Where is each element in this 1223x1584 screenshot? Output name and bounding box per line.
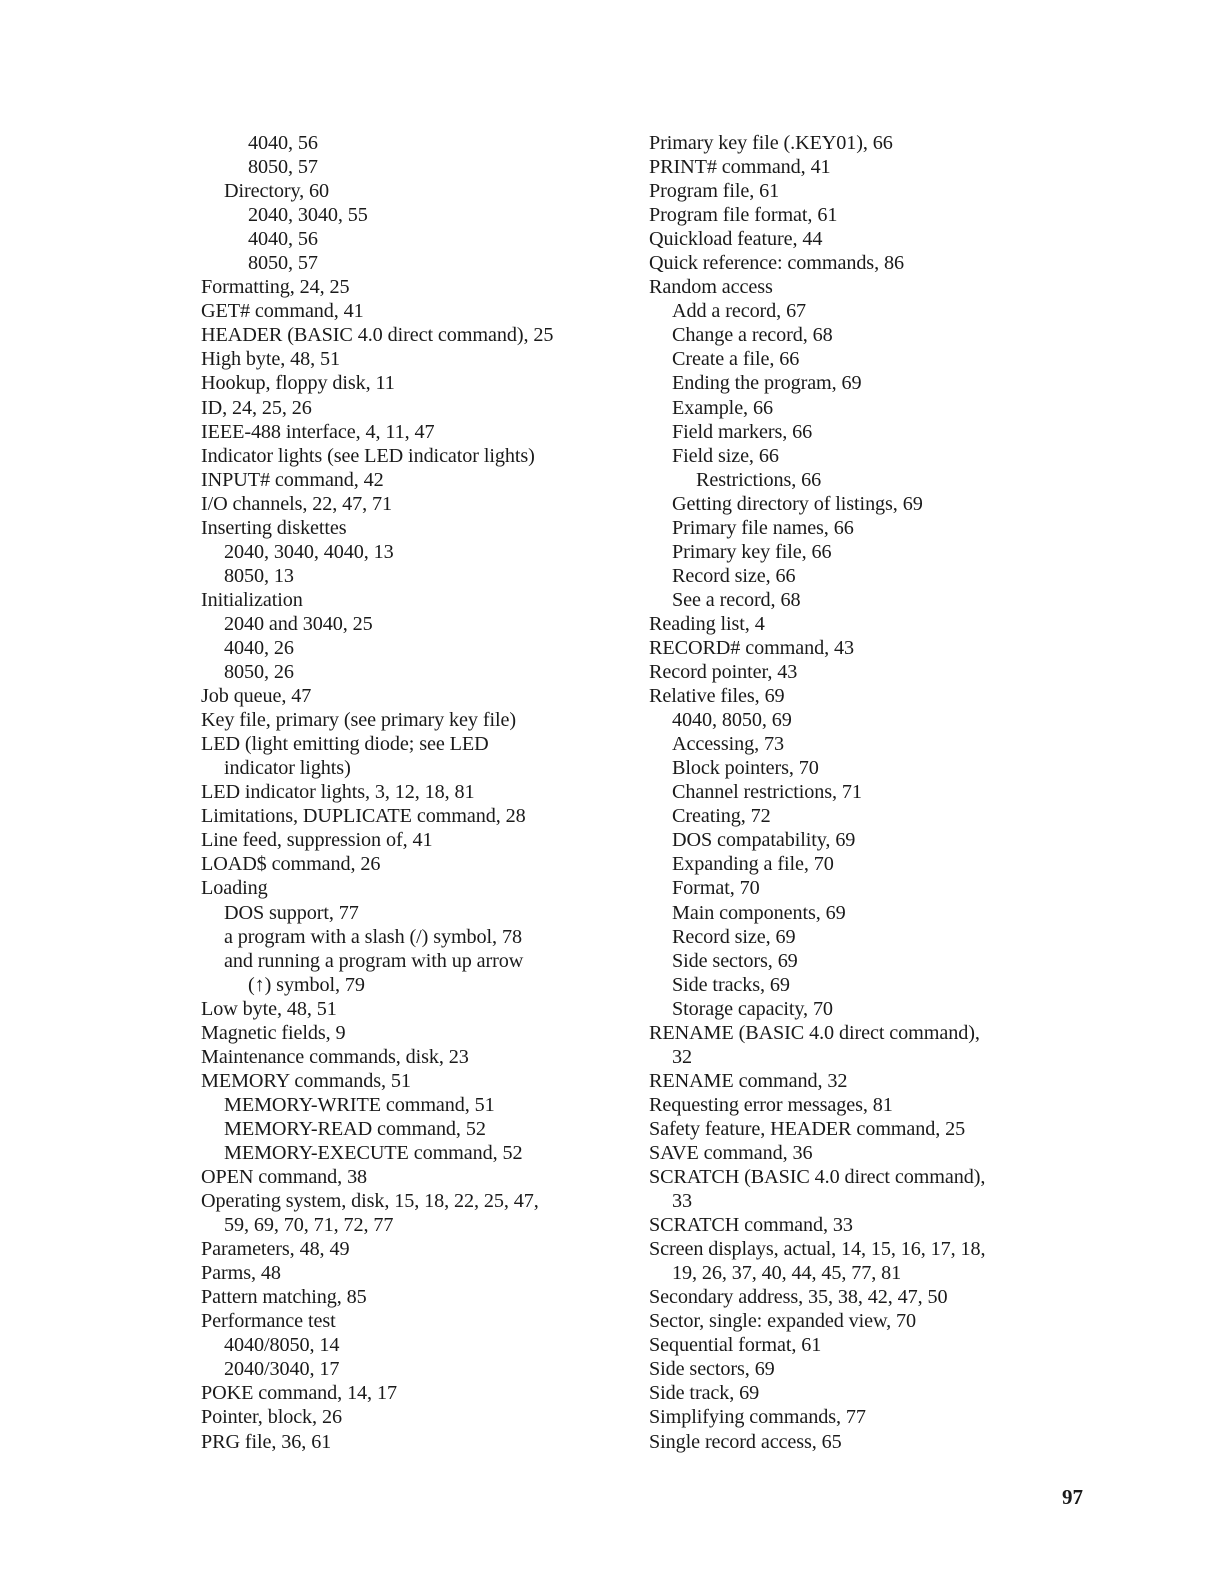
index-entry: MEMORY-EXECUTE command, 52 xyxy=(224,1141,523,1164)
index-entry: Inserting diskettes xyxy=(201,516,347,539)
index-entry: MEMORY commands, 51 xyxy=(201,1069,411,1092)
index-entry: 8050, 26 xyxy=(224,661,294,684)
index-entry: 4040, 8050, 69 xyxy=(672,709,792,732)
index-entry: Key file, primary (see primary key file) xyxy=(201,709,516,732)
index-entry: Side sectors, 69 xyxy=(649,1358,775,1381)
index-entry: 2040, 3040, 4040, 13 xyxy=(224,540,394,563)
index-entry: Field size, 66 xyxy=(672,444,779,467)
index-entry: Loading xyxy=(201,877,268,900)
index-entry: DOS support, 77 xyxy=(224,901,359,924)
index-entry: Accessing, 73 xyxy=(672,733,784,756)
index-entry: Quickload feature, 44 xyxy=(649,228,823,251)
index-entry: I/O channels, 22, 47, 71 xyxy=(201,492,393,515)
index-entry: 2040, 3040, 55 xyxy=(248,204,368,227)
index-entry: RENAME command, 32 xyxy=(649,1069,848,1092)
index-entry: a program with a slash (/) symbol, 78 xyxy=(224,925,522,948)
index-entry: HEADER (BASIC 4.0 direct command), 25 xyxy=(201,324,554,347)
index-entry: RECORD# command, 43 xyxy=(649,636,855,659)
index-entry: Random access xyxy=(649,276,773,299)
index-entry: Main components, 69 xyxy=(672,901,846,924)
index-entry: Relative files, 69 xyxy=(649,685,785,708)
index-entry: 8050, 57 xyxy=(248,252,318,275)
index-entry: Pointer, block, 26 xyxy=(201,1406,342,1429)
index-entry: Primary file names, 66 xyxy=(672,516,854,539)
index-entry: Change a record, 68 xyxy=(672,324,833,347)
index-entry: Maintenance commands, disk, 23 xyxy=(201,1045,469,1068)
index-entry: High byte, 48, 51 xyxy=(201,348,341,371)
index-entry: Reading list, 4 xyxy=(649,612,765,635)
index-entry: Pattern matching, 85 xyxy=(201,1286,367,1309)
index-entry: Side sectors, 69 xyxy=(672,949,798,972)
index-entry: Restrictions, 66 xyxy=(696,468,822,491)
index-entry: DOS compatability, 69 xyxy=(672,829,856,852)
index-entry: Creating, 72 xyxy=(672,805,771,828)
index-entry: IEEE-488 interface, 4, 11, 47 xyxy=(201,420,435,443)
index-entry: Side track, 69 xyxy=(649,1382,760,1405)
index-entry: 4040, 56 xyxy=(248,132,318,154)
page-number: 97 xyxy=(1062,1485,1083,1509)
index-entry: 2040 and 3040, 25 xyxy=(224,612,373,635)
index-entry: Requesting error messages, 81 xyxy=(649,1093,893,1116)
index-entry: INPUT# command, 42 xyxy=(201,468,384,491)
index-entry: Parameters, 48, 49 xyxy=(201,1238,350,1261)
index-entry: Ending the program, 69 xyxy=(672,372,862,395)
index-entry: ID, 24, 25, 26 xyxy=(201,396,312,419)
index-entry: LED (light emitting diode; see LED xyxy=(201,733,489,756)
index-entry: Example, 66 xyxy=(672,396,773,419)
index-column-right xyxy=(649,131,1089,1454)
index-entry: Record size, 69 xyxy=(672,925,796,948)
index-entry: Storage capacity, 70 xyxy=(672,997,833,1020)
index-entry: Getting directory of listings, 69 xyxy=(672,492,923,515)
index-entry: SCRATCH (BASIC 4.0 direct command), xyxy=(649,1166,986,1189)
index-entry: Program file, 61 xyxy=(649,180,780,203)
index-entry: 2040/3040, 17 xyxy=(224,1358,340,1381)
index-entry: Side tracks, 69 xyxy=(672,973,790,996)
index-entry: RENAME (BASIC 4.0 direct command), xyxy=(649,1021,980,1044)
index-entry: Quick reference: commands, 86 xyxy=(649,252,904,275)
index-entry: Program file format, 61 xyxy=(649,204,838,227)
index-entry: 4040, 26 xyxy=(224,636,294,659)
index-entry: GET# command, 41 xyxy=(201,300,364,323)
index-entry: Create a file, 66 xyxy=(672,348,800,371)
index-entry: Operating system, disk, 15, 18, 22, 25, 47, xyxy=(201,1190,539,1213)
index-entry: Indicator lights (see LED indicator lights) xyxy=(201,444,535,467)
index-entry: Hookup, floppy disk, 11 xyxy=(201,372,395,395)
index-entry: PRG file, 36, 61 xyxy=(201,1430,332,1453)
index-entry: Channel restrictions, 71 xyxy=(672,781,862,804)
index-entry: Magnetic fields, 9 xyxy=(201,1021,346,1044)
index-entry: MEMORY-READ command, 52 xyxy=(224,1117,486,1140)
index-entry: SCRATCH command, 33 xyxy=(649,1214,853,1237)
index-entry: Safety feature, HEADER command, 25 xyxy=(649,1117,966,1140)
index-entry: and running a program with up arrow xyxy=(224,949,524,972)
index-entry: Secondary address, 35, 38, 42, 47, 50 xyxy=(649,1286,948,1309)
index-entry: Screen displays, actual, 14, 15, 16, 17, 18, xyxy=(649,1238,986,1261)
index-entry: Sequential format, 61 xyxy=(649,1334,822,1357)
index-entry: LOAD$ command, 26 xyxy=(201,853,381,876)
index-entry: Parms, 48 xyxy=(201,1262,281,1285)
index-entry: Primary key file, 66 xyxy=(672,540,832,563)
index-entry: MEMORY-WRITE command, 51 xyxy=(224,1093,495,1116)
index-entry: 8050, 13 xyxy=(224,564,294,587)
index-entry: Block pointers, 70 xyxy=(672,757,819,780)
index-entry: Record size, 66 xyxy=(672,564,796,587)
index-entry: Job queue, 47 xyxy=(201,685,312,708)
index-entry: See a record, 68 xyxy=(672,588,801,611)
index-entry: 59, 69, 70, 71, 72, 77 xyxy=(224,1214,394,1237)
index-entry: PRINT# command, 41 xyxy=(649,156,831,179)
index-entry: Format, 70 xyxy=(672,877,760,900)
index-entry: Initialization xyxy=(201,588,303,611)
index-entry: Performance test xyxy=(201,1310,336,1333)
index-entry: 19, 26, 37, 40, 44, 45, 77, 81 xyxy=(672,1262,902,1285)
index-entry: Directory, 60 xyxy=(224,180,330,203)
index-entry: Low byte, 48, 51 xyxy=(201,997,337,1020)
index-entry: Record pointer, 43 xyxy=(649,661,798,684)
index-entry: (↑) symbol, 79 xyxy=(248,973,365,996)
index-entry: 4040, 56 xyxy=(248,228,318,251)
index-entry: Formatting, 24, 25 xyxy=(201,276,350,299)
index-entry: Simplifying commands, 77 xyxy=(649,1406,866,1429)
index-entry: OPEN command, 38 xyxy=(201,1166,368,1189)
index-entry: Field markers, 66 xyxy=(672,420,813,443)
index-entry: SAVE command, 36 xyxy=(649,1141,813,1164)
index-entry: indicator lights) xyxy=(224,757,351,780)
index-entry: Line feed, suppression of, 41 xyxy=(201,829,433,852)
index-entry: Single record access, 65 xyxy=(649,1430,842,1453)
index-entry: LED indicator lights, 3, 12, 18, 81 xyxy=(201,781,475,804)
index-entry: 4040/8050, 14 xyxy=(224,1334,340,1357)
index-entry: Add a record, 67 xyxy=(672,300,807,323)
index-entry: Limitations, DUPLICATE command, 28 xyxy=(201,805,526,828)
index-entry: Sector, single: expanded view, 70 xyxy=(649,1310,917,1333)
index-entry: 32 xyxy=(672,1045,692,1068)
index-entry: Primary key file (.KEY01), 66 xyxy=(649,132,893,154)
index-entry: POKE command, 14, 17 xyxy=(201,1382,397,1405)
index-entry: 8050, 57 xyxy=(248,156,318,179)
index-entry: Expanding a file, 70 xyxy=(672,853,834,876)
index-entry: 33 xyxy=(672,1190,692,1213)
index-column-left xyxy=(201,131,641,1454)
